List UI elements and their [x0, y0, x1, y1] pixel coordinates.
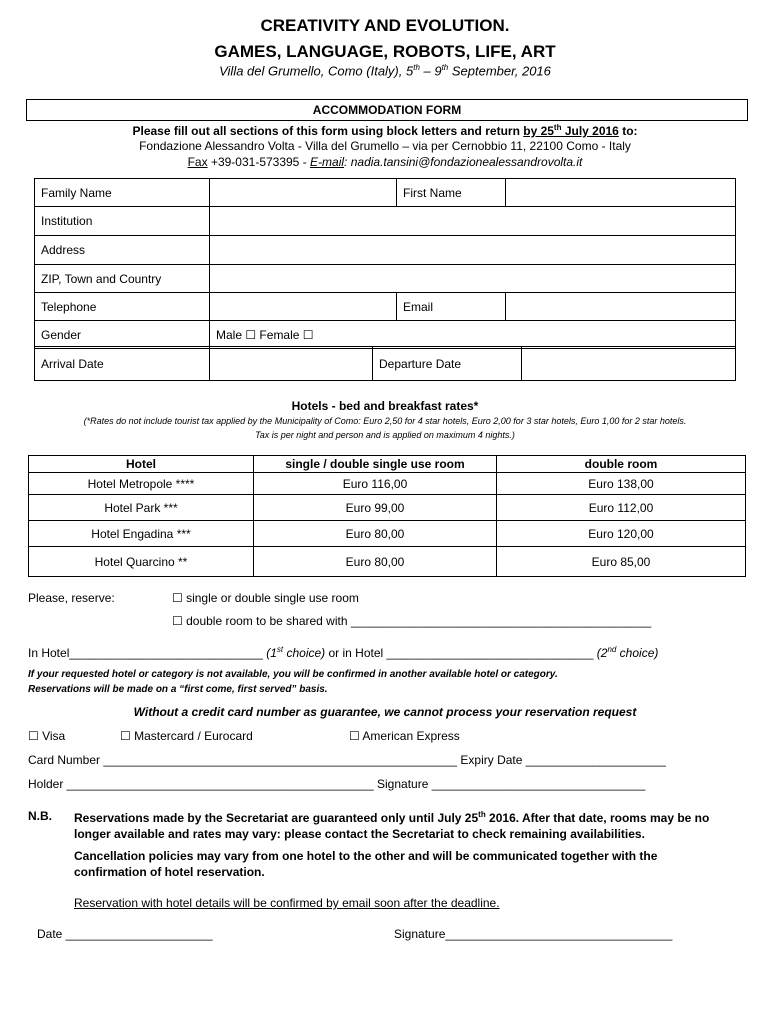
- card-number-field[interactable]: Card Number _____________________________________________________ Expiry Date _____________________: [28, 753, 666, 767]
- departure-date-input[interactable]: [522, 347, 736, 381]
- form-title: ACCOMMODATION FORM: [26, 99, 748, 121]
- first-come-note: Reservations will be made on a “first come, first served” basis.: [28, 684, 328, 695]
- hotel-name: Hotel Engadina ***: [29, 521, 254, 547]
- telephone-input[interactable]: [210, 293, 397, 321]
- nb-label: N.B.: [28, 809, 52, 823]
- reserve-label: Please, reserve:: [28, 591, 115, 605]
- nb-guarantee-paragraph: Reservations made by the Secretariat are guaranteed only until July 25th 2016. After that date, rooms may be no longer available and rates may vary: please contact the Secretariat to check remaining availabilities.: [74, 810, 710, 841]
- tax-note-1: (*Rates do not include tourist tax applied by the Municipality of Como: Euro 2,50 for 4 star hotels, Euro 2,00 for 3 star hotels, Euro 1,00 for 2 star hotels.: [83, 416, 687, 426]
- rate-single: Euro 116,00: [254, 473, 497, 495]
- availability-note: If your requested hotel or category is not available, you will be confirmed in another available hotel or category.: [28, 669, 558, 680]
- arrival-date-input[interactable]: [210, 347, 373, 381]
- table-row: [29, 521, 746, 547]
- family-name-label: Family Name: [35, 179, 210, 207]
- arrival-date-label: Arrival Date: [35, 347, 210, 381]
- double-room-option[interactable]: ☐ double room to be shared with _____________________________________________: [172, 614, 652, 628]
- tax-note-2: Tax is per night and person and is applied on maximum 4 nights.): [255, 430, 515, 440]
- single-room-option[interactable]: ☐ single or double single use room: [172, 591, 359, 605]
- hotel-name: Hotel Metropole ****: [29, 473, 254, 495]
- telephone-label: Telephone: [35, 293, 210, 321]
- hotels-title: Hotels - bed and breakfast rates*: [291, 399, 479, 413]
- nb-cancellation-paragraph: Cancellation policies may vary from one hotel to the other and will be communicated together with the confirmation of hotel reservation.: [74, 849, 658, 879]
- gender-label: Gender: [35, 321, 210, 349]
- rate-single: Euro 80,00: [254, 521, 497, 547]
- column-header: double room: [497, 456, 746, 473]
- table-row: [29, 473, 746, 495]
- rate-double: Euro 112,00: [497, 495, 746, 521]
- dates-table: [34, 346, 736, 381]
- rate-double: Euro 85,00: [497, 547, 746, 577]
- instructions: Please fill out all sections of this form using block letters and return by 25th July 2016 to:: [132, 123, 638, 138]
- personal-data-table: [34, 178, 736, 349]
- nb-confirmation-note: Reservation with hotel details will be confirmed by email soon after the deadline.: [74, 896, 500, 910]
- column-header: Hotel: [29, 456, 254, 473]
- zip-input[interactable]: [210, 265, 736, 293]
- address-label: Address: [35, 236, 210, 265]
- email-input[interactable]: [506, 293, 736, 321]
- institution-input[interactable]: [210, 207, 736, 236]
- credit-card-warning: Without a credit card number as guarantee, we cannot process your reservation request: [133, 705, 637, 719]
- departure-date-label: Departure Date: [373, 347, 522, 381]
- rate-single: Euro 99,00: [254, 495, 497, 521]
- title-line-1: CREATIVITY AND EVOLUTION.: [260, 16, 510, 35]
- email-label: Email: [397, 293, 506, 321]
- table-row: [29, 495, 746, 521]
- amex-option[interactable]: ☐ American Express: [349, 729, 460, 743]
- hotel-name: Hotel Quarcino **: [29, 547, 254, 577]
- hotel-rates-table: [28, 455, 746, 577]
- hotel-name: Hotel Park ***: [29, 495, 254, 521]
- address-input[interactable]: [210, 236, 736, 265]
- rate-double: Euro 138,00: [497, 473, 746, 495]
- return-address: Fondazione Alessandro Volta - Villa del Grumello – via per Cernobbio 11, 22100 Como - Italy: [139, 139, 631, 153]
- institution-label: Institution: [35, 207, 210, 236]
- rate-double: Euro 120,00: [497, 521, 746, 547]
- mastercard-option[interactable]: ☐ Mastercard / Eurocard: [120, 729, 253, 743]
- title-line-2: GAMES, LANGUAGE, ROBOTS, LIFE, ART: [214, 42, 556, 61]
- zip-label: ZIP, Town and Country: [35, 265, 210, 293]
- table-row: [29, 547, 746, 577]
- contact-line: Fax +39-031-573395 - E-mail: nadia.tansini@fondazionealessandrovolta.it: [187, 155, 583, 169]
- venue-line: Villa del Grumello, Como (Italy), 5th – 9th September, 2016: [219, 63, 551, 79]
- hotel-choice-line[interactable]: In Hotel_____________________________ (1st choice) or in Hotel _______________________________ (2nd choice): [28, 645, 659, 660]
- first-name-input[interactable]: [506, 179, 736, 207]
- column-header: single / double single use room: [254, 456, 497, 473]
- signature-field[interactable]: Signature__________________________________: [394, 927, 673, 941]
- visa-option[interactable]: ☐ Visa: [28, 729, 66, 743]
- holder-field[interactable]: Holder ______________________________________________ Signature ________________________________: [28, 777, 646, 791]
- gender-options[interactable]: Male ☐ Female ☐: [210, 321, 736, 349]
- rate-single: Euro 80,00: [254, 547, 497, 577]
- family-name-input[interactable]: [210, 179, 397, 207]
- date-field[interactable]: Date ______________________: [37, 927, 213, 941]
- first-name-label: First Name: [397, 179, 506, 207]
